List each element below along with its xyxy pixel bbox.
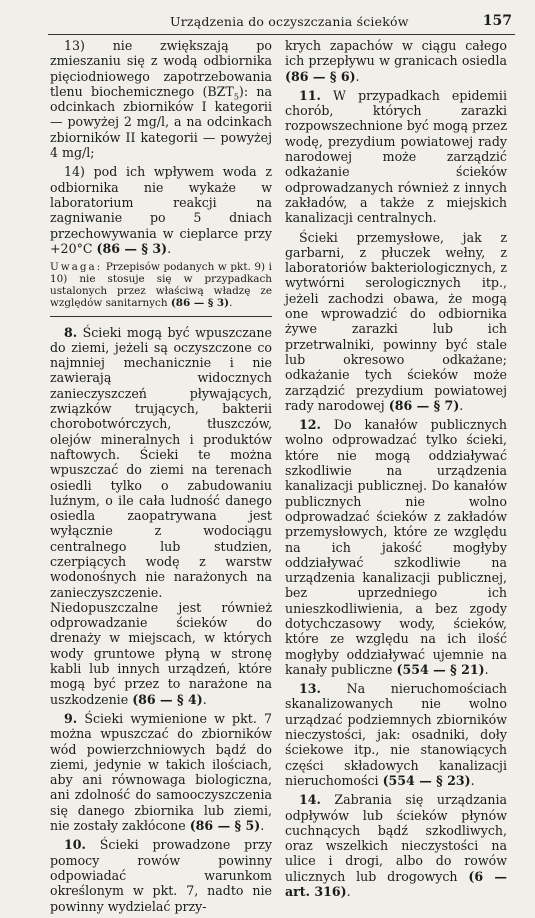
citation: (86 — § 3) bbox=[96, 240, 168, 256]
citation: (554 — § 21) bbox=[396, 661, 485, 677]
citation: (86 — § 6) bbox=[285, 68, 356, 84]
paragraph-9: 9. Ścieki wymienione w pkt. 7 można wpuszczać do zbiorników wód powierzchniowych bądź do ziemi, jedynie w takich ilościach, aby ani równowaga biologiczna, ani zdolność do samooczyszczenia się danego zbiornika lub ziemi, nie zostały zakłócone (86 — § 5). bbox=[50, 710, 273, 834]
left-column bbox=[50, 38, 272, 918]
citation: (554 — § 23) bbox=[382, 772, 471, 788]
citation: (86 — § 7) bbox=[388, 397, 460, 413]
running-title: Urządzenia do oczyszczania ścieków bbox=[170, 14, 409, 29]
paragraph-8: 8. Ścieki mogą być wpuszczane do ziemi, jeżeli są oczyszczone co najmniej mechanicznie i nie zawierają widocznych zanieczyszczeń pływających, związków trujących, bakterii chorobotwórczych, tłuszczów, olejów mineralnych i produktów naftowych. Ścieki te można wpuszczać do ziemi na terenach osiedli tylko o zabudowaniu luźnym, o ile cała ludność danego osiedla zaopatrywana jest wyłącznie z wodociągu centralnego lub studzien, czerpiących wodę z warstw wodonośnych nie narażonych na zanieczyszczenie. Niedopuszczalne jest również odprowadzanie ścieków do drenaży w miejscach, w których wody gruntowe płyną w stronę kabli lub innych urządzeń, które mogą być przez to narażone na uszkodzenie (86 — § 4). bbox=[50, 324, 272, 707]
paragraph-10: 10. Ścieki prowadzone przy pomocy rowów powinny odpowiadać warunkom określonym w pkt. 7, nadto nie powinny wydzielać przy- bbox=[50, 837, 272, 914]
paragraph-12: 12. Do kanałów publicznych wolno odprowadzać tylko ścieki, które nie mogą oddziaływać szkodliwie na urządzenia kanalizacji publicznej. Do kanałów publicznych nie wolno odprowadzać ścieków z zakładów przemysłowych, które ze względu na ich jakość mogłyby oddziaływać szkodliwie na urządzenia kanalizacji publicznej, bez uprzedniego ich unieszkodliwienia, a bez zgody dotychczasowy wody, ścieków, które ze względu na ich ilość mogłyby oddziaływać ujemnie na kanały publiczne (554 — § 21). bbox=[285, 417, 507, 677]
paragraph-14: 14. Zabrania się urządzania odpływów lub ścieków płynów cuchnących bądź szkodliwych, oraz wszelkich nieczystości na ulice i drogi, albo do rowów ulicznych lub drogowych (6 — art. 316). bbox=[285, 792, 507, 900]
citation: (86 — § 5) bbox=[189, 818, 261, 834]
paragraph-10-continued: krych zapachów w ciągu całego ich przepływu w granicach osiedla (86 — § 6). bbox=[285, 38, 507, 84]
separator-rule bbox=[50, 316, 272, 317]
note: Uwaga: Przepisów podanych w pkt. 9) i 10) nie stosuje się w przypadkach ustalonych przez właściwą władzę ze względów sanitarnych (86 — § 3). bbox=[50, 261, 272, 310]
paragraph-11-second: Ścieki przemysłowe, jak z garbarni, z płuczek wełny, z laboratoriów bakteriologicznych, z wytwórni serologicznych itp., jeżeli zachodzi obawa, że mogą one wprowadzić do odbiornika żywe zarazki lub ich przetrwalniki, powinny być stale lub okresowo odkażane; odkażanie tych ścieków może zarządzić prezydium powiatowej rady narodowej (86 — § 7). bbox=[285, 229, 507, 413]
page-number: 157 bbox=[482, 13, 512, 29]
citation: (86 — § 3) bbox=[170, 297, 230, 310]
right-column bbox=[285, 38, 507, 903]
note-label: Uwaga: bbox=[50, 261, 103, 274]
citation: (6 — art. 316) bbox=[285, 868, 507, 900]
paragraph-13: 13. Na nieruchomościach skanalizowanych nie wolno urządzać podziemnych zbiorników nieczystości, jak: osadniki, doły ściekowe itp., nie stanowiących części składowych kanalizacji nieruchomości (554 — § 23). bbox=[285, 681, 507, 788]
header-rule bbox=[48, 34, 515, 35]
page-header bbox=[48, 14, 515, 36]
item-13: 13) nie zwiększają po zmieszaniu się z wodą odbiornika pięciodniowego zapotrzebowania tlenu biochemicznego $(BZT_5)$: na odcinkach zbiorników I kategorii — powyżej 2 mg/l, a na odcinkach zbiorników II kategorii — powyżej 4 mg/l; bbox=[50, 38, 272, 161]
item-14: 14) pod ich wpływem woda z odbiornika nie wykaże w laboratorium reakcji na zagniwanie po 5 dniach przechowywania w cieplarce przy +20°C (86 — § 3). bbox=[50, 164, 272, 256]
paragraph-11: 11. W przypadkach epidemii chorób, których zarazki rozpowszechnione być mogą przez wodę, prezydium powiatowej rady narodowej może zarządzić odkażanie ścieków odprowadzanych również z innych zakładów, a także z miejskich kanalizacji centralnych. bbox=[285, 87, 507, 226]
citation: (86 — § 4) bbox=[132, 691, 203, 707]
